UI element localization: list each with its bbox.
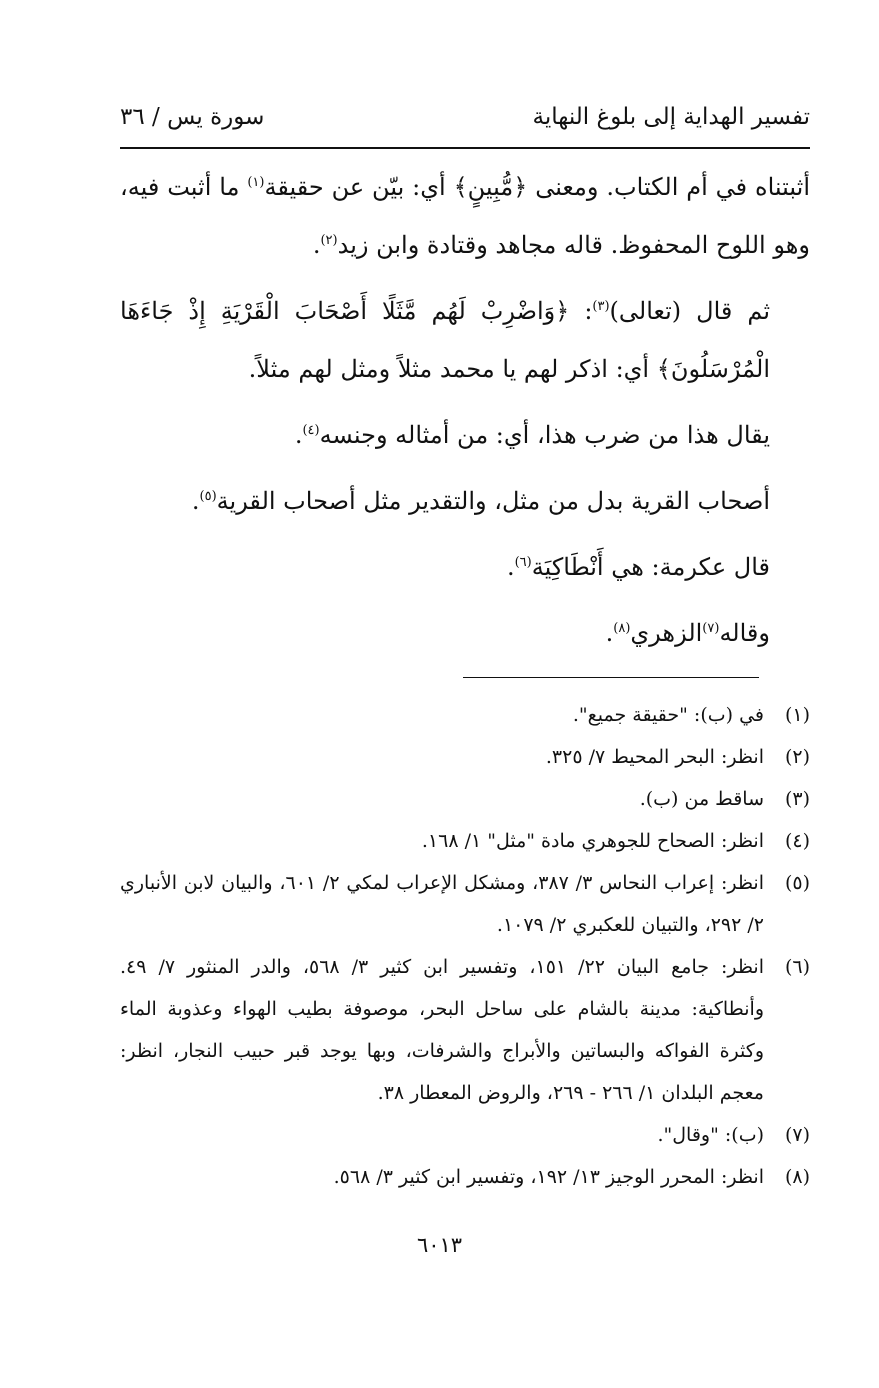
footnote-text: انظر: البحر المحيط ٧/ ٣٢٥. [545, 746, 764, 768]
p4-text-a: أصحاب القرية بدل من مثل، والتقدير مثل أصحاب القرية [216, 487, 770, 515]
footnote-text: انظر: المحرر الوجيز ١٣/ ١٩٢، وتفسير ابن كثير ٣/ ٥٦٨. [333, 1166, 764, 1188]
footnote-item [120, 1114, 810, 1156]
footnote-number: (٥) [784, 872, 810, 894]
footnote-ref-7: (٧) [702, 621, 720, 636]
footnote-item [120, 862, 810, 946]
surah-label: سورة يس / ٣٦ [120, 104, 265, 130]
paragraph-1 [120, 158, 810, 274]
book-title: تفسير الهداية إلى بلوغ النهاية [532, 104, 810, 130]
footnote-text: في (ب): "حقيقة جميع". [572, 704, 764, 726]
p1-text-b: ما أثبت فيه، وهو اللوح المحفوظ. قاله مجاهد وقتادة وابن زيد [120, 173, 810, 259]
footnote-ref-1: (١) [247, 175, 265, 190]
header-rule [120, 147, 810, 149]
footnote-separator [463, 677, 759, 678]
p5-text-a: قال عكرمة: هي أَنْطَاكِيَة [531, 553, 770, 581]
paragraph-2 [120, 282, 810, 398]
footnote-text: انظر: جامع البيان ٢٢/ ١٥١، وتفسير ابن كثير ٣/ ٥٦٨، والدر المنثور ٧/ ٤٩. وأنطاكية: مدينة بالشام على ساحل البحر، موصوفة بطيب الهواء وعذوبة الماء وكثرة الفواكه والبساتين والأبراج والشرفات، وبها يوجد قبر حبيب النجار، انظر: معجم البلدان ١/ ٢٦٦ - ٢٦٩، والروض المعطار ٣٨. [120, 956, 764, 1104]
footnote-item [120, 820, 810, 862]
footnote-text: ساقط من (ب). [639, 788, 764, 810]
footnote-item [120, 946, 810, 1114]
p2-text-b: : [584, 297, 593, 325]
footnote-number: (٣) [784, 788, 810, 810]
footnote-ref-6: (٦) [514, 555, 532, 570]
footnote-ref-4: (٤) [302, 423, 320, 438]
footnote-text: (ب): "وقال". [657, 1124, 764, 1146]
p6-text-c: . [605, 619, 614, 647]
footnote-ref-5: (٥) [199, 489, 217, 504]
p2-text-a: ثم قال (تعالى) [609, 297, 771, 325]
paragraph-5 [120, 538, 810, 596]
footnote-ref-8: (٨) [613, 621, 631, 636]
p3-text-a: يقال هذا من ضرب هذا، أي: من أمثاله وجنسه [319, 421, 770, 449]
footnote-number: (٨) [784, 1166, 810, 1188]
p5-text-b: . [506, 553, 515, 581]
p4-text-b: . [191, 487, 200, 515]
footnote-ref-3: (٣) [592, 299, 610, 314]
quran-verse: ﴿وَاضْرِبْ لَهُم مَّثَلًا أَصْحَابَ الْقَرْيَةِ إِذْ جَاءَهَا الْمُرْسَلُونَ﴾ [120, 297, 770, 383]
p1-text-a: أثبتناه في أم الكتاب. ومعنى ﴿مُّبِينٍ﴾ أي: بيّن عن حقيقة [264, 173, 810, 201]
footnote-number: (٧) [784, 1124, 810, 1146]
footnote-item [120, 778, 810, 820]
p1-text-c: . [312, 231, 321, 259]
paragraph-4 [120, 472, 810, 530]
p6-text-a: وقاله [719, 619, 770, 647]
paragraph-6 [120, 604, 810, 662]
footnote-text: انظر: الصحاح للجوهري مادة "مثل" ١/ ١٦٨. [421, 830, 764, 852]
running-header [120, 100, 810, 140]
footnote-text: انظر: إعراب النحاس ٣/ ٣٨٧، ومشكل الإعراب لمكي ٢/ ٦٠١، والبيان لابن الأنباري ٢/ ٢٩٢، والتبيان للعكبري ٢/ ١٠٧٩. [120, 872, 764, 936]
p2-text-c: أي: اذكر لهم يا محمد مثلاً ومثل لهم مثلاً. [248, 355, 650, 383]
footnote-ref-2: (٢) [320, 233, 338, 248]
p3-text-b: . [294, 421, 303, 449]
footnote-item [120, 694, 810, 736]
main-text [120, 158, 810, 670]
p6-text-b: الزهري [630, 619, 703, 647]
footnote-number: (٦) [784, 956, 810, 978]
footnote-item [120, 1156, 810, 1198]
footnote-item [120, 736, 810, 778]
page-number: ٦٠١٣ [416, 1233, 463, 1257]
footnote-number: (١) [784, 704, 810, 726]
footnotes [120, 694, 810, 1198]
paragraph-3 [120, 406, 810, 464]
footnote-number: (٢) [784, 746, 810, 768]
footnote-number: (٤) [784, 830, 810, 852]
